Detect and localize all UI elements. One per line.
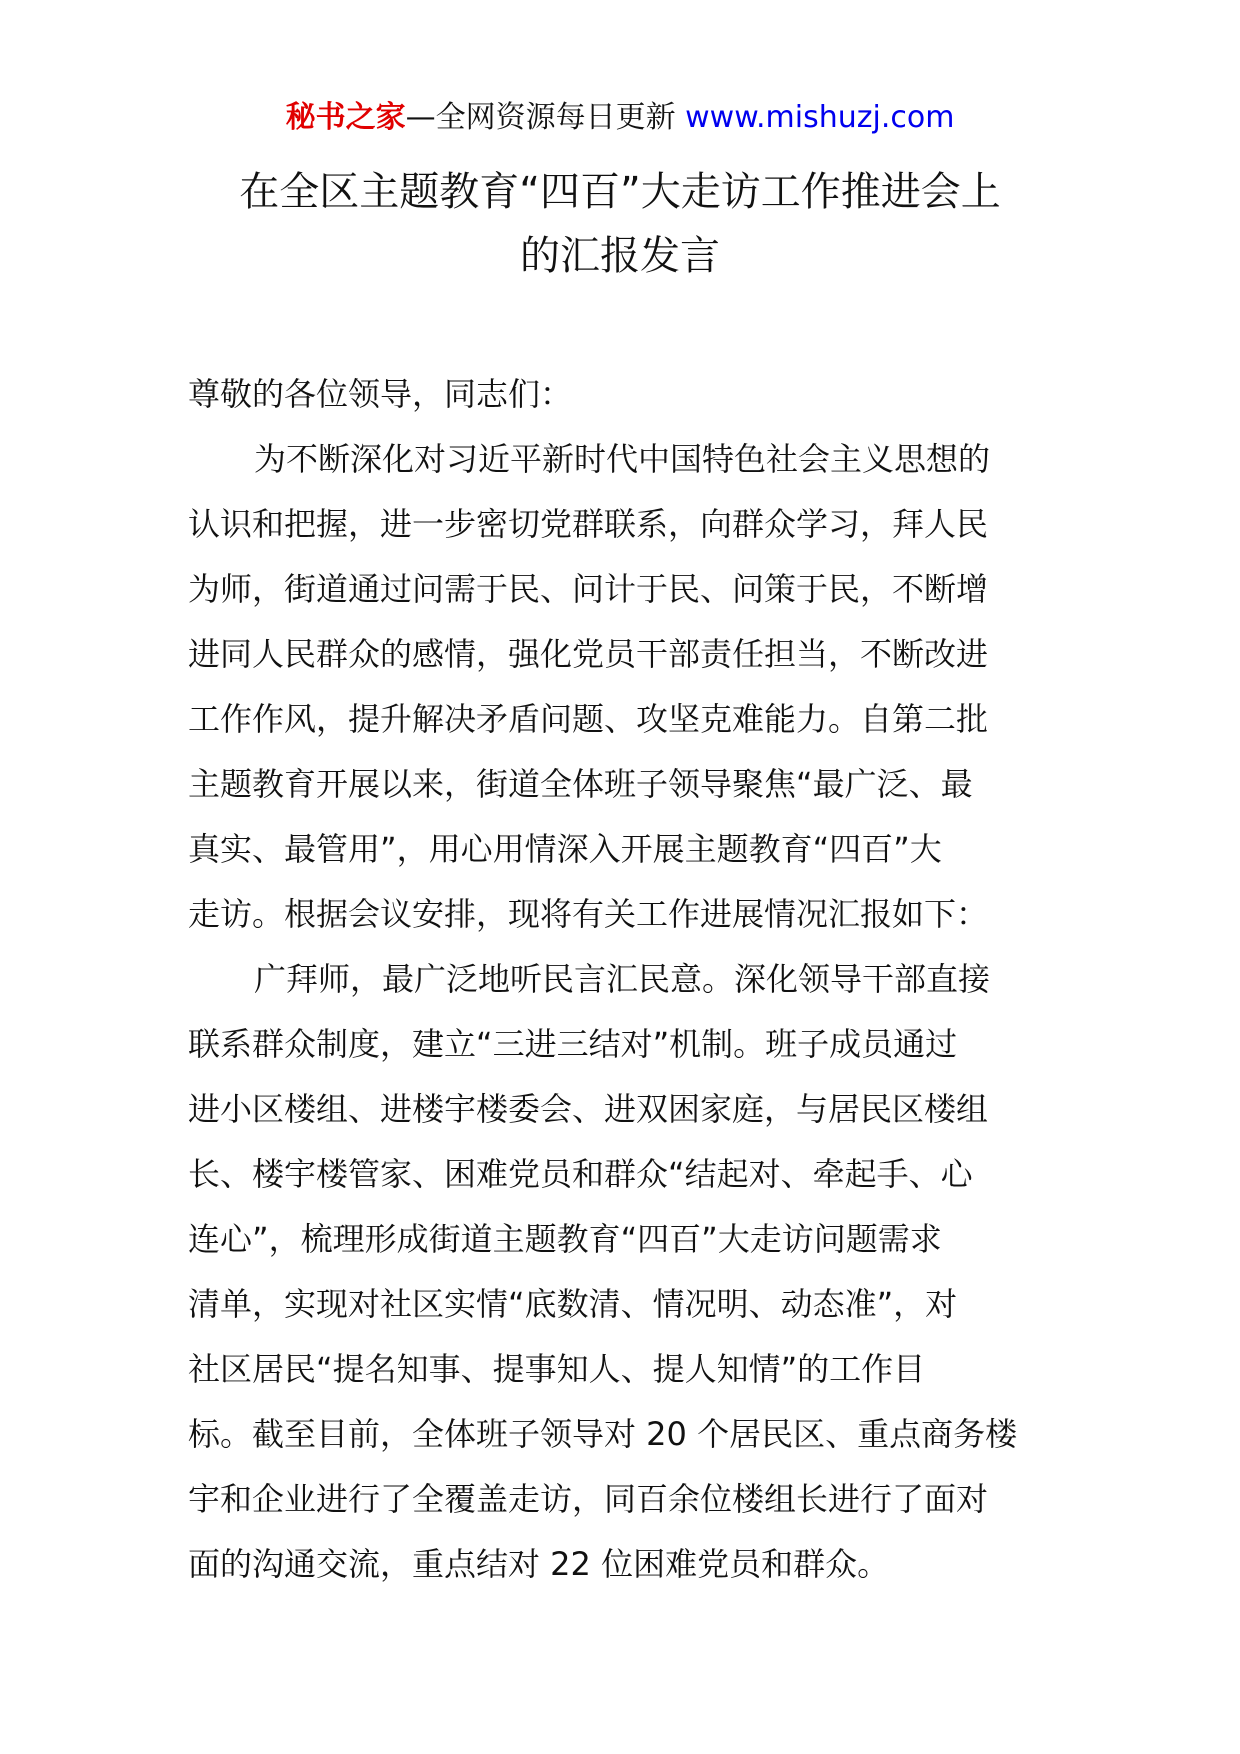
paragraph-line: 标。截至目前，全体班子领导对 20 个居民区、重点商务楼 — [188, 1415, 1018, 1453]
salutation: 尊敬的各位领导，同志们： — [188, 375, 573, 413]
paragraph-line: 认识和把握，进一步密切党群联系，向群众学习，拜人民 — [188, 505, 989, 543]
paragraph-line: 为师，街道通过问需于民、问计于民、问策于民，不断增 — [188, 570, 989, 608]
document-body — [188, 362, 1058, 1597]
paragraph-line: 清单，实现对社区实情“底数清、情况明、动态准”，对 — [188, 1285, 958, 1323]
document-title — [140, 160, 1100, 288]
paragraph-line: 社区居民“提名知事、提事知人、提人知情”的工作目 — [188, 1350, 926, 1388]
title-line-2: 的汇报发言 — [520, 233, 720, 279]
title-line-1: 在全区主题教育“四百”大走访工作推进会上 — [239, 169, 1001, 215]
paragraph-line: 真实、最管用”，用心用情深入开展主题教育“四百”大 — [188, 830, 942, 868]
paragraph-line: 进同人民群众的感情，强化党员干部责任担当，不断改进 — [188, 635, 989, 673]
paragraph-2 — [188, 947, 1058, 1597]
paragraph-1 — [188, 427, 1058, 947]
paragraph-line: 广拜师，最广泛地听民言汇民意。深化领导干部直接 — [254, 960, 991, 998]
site-url-link[interactable]: www.mishuzj.com — [685, 100, 955, 135]
paragraph-line: 走访。根据会议安排，现将有关工作进展情况汇报如下： — [188, 895, 989, 933]
paragraph-line: 主题教育开展以来，街道全体班子领导聚焦“最广泛、最 — [188, 765, 973, 803]
site-brand: 秘书之家 — [285, 100, 406, 135]
paragraph-line: 为不断深化对习近平新时代中国特色社会主义思想的 — [254, 440, 991, 478]
site-banner — [0, 98, 1240, 138]
paragraph-line: 宇和企业进行了全覆盖走访，同百余位楼组长进行了面对 — [188, 1480, 989, 1518]
site-tagline: —全网资源每日更新 — [405, 100, 686, 135]
paragraph-line: 长、楼宇楼管家、困难党员和群众“结起对、牵起手、心 — [188, 1155, 973, 1193]
paragraph-line: 工作作风，提升解决矛盾问题、攻坚克难能力。自第二批 — [188, 700, 989, 738]
paragraph-line: 进小区楼组、进楼宇楼委会、进双困家庭，与居民区楼组 — [188, 1090, 989, 1128]
paragraph-line: 面的沟通交流，重点结对 22 位困难党员和群众。 — [188, 1545, 890, 1583]
paragraph-line: 连心”，梳理形成街道主题教育“四百”大走访问题需求 — [188, 1220, 942, 1258]
paragraph-line: 联系群众制度，建立“三进三结对”机制。班子成员通过 — [188, 1025, 958, 1063]
